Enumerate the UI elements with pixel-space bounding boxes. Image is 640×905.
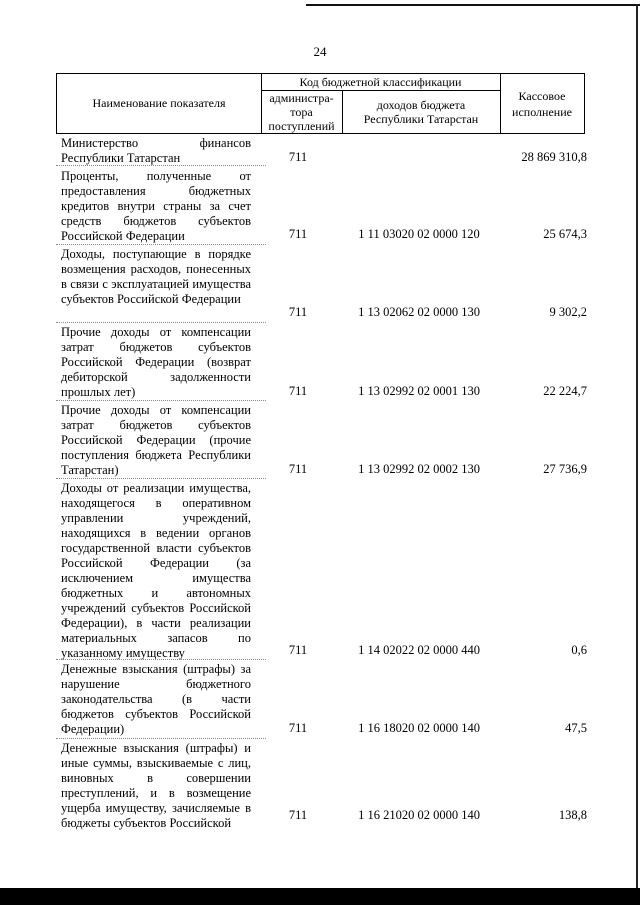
row-amount: 0,6 bbox=[571, 643, 587, 657]
row-code: 1 13 02062 02 0000 130 bbox=[358, 305, 480, 319]
header-income-code: доходов бюджета Республики Татарстан bbox=[342, 90, 501, 133]
row-admin: 711 bbox=[288, 150, 308, 164]
row-separator bbox=[56, 244, 266, 245]
row-amount: 27 736,9 bbox=[543, 462, 587, 476]
row-admin: 711 bbox=[288, 384, 308, 398]
row-code: 1 16 21020 02 0000 140 bbox=[358, 808, 480, 822]
page-number: 24 bbox=[313, 44, 327, 59]
scan-bottom-border bbox=[0, 888, 640, 905]
scan-right-border bbox=[636, 4, 638, 889]
row-admin: 711 bbox=[288, 643, 308, 657]
row-amount: 22 224,7 bbox=[543, 384, 587, 398]
row-admin: 711 bbox=[288, 462, 308, 476]
row-code: 1 13 02992 02 0001 130 bbox=[358, 384, 480, 398]
row-admin: 711 bbox=[288, 227, 308, 241]
row-amount: 138,8 bbox=[558, 808, 587, 822]
row-name: Проценты, полученные от предоставления бюджетных кредитов внутри страны за счет средств бюджетов субъектов Российской Федерации bbox=[61, 169, 251, 243]
scan-top-border bbox=[306, 4, 640, 6]
row-name: Прочие доходы от компенсации затрат бюджетов субъектов Российской Федерации (возврат дебиторской задолженности прошлых лет) bbox=[61, 325, 251, 399]
row-separator bbox=[56, 322, 266, 323]
row-name: Доходы, поступающие в порядке возмещения расходов, понесенных в связи с эксплуатацией имущества субъектов Российской Федерации bbox=[61, 247, 251, 306]
row-separator bbox=[56, 165, 266, 166]
row-code: 1 16 18020 02 0000 140 bbox=[358, 721, 480, 735]
row-separator bbox=[56, 659, 266, 660]
row-name: Прочие доходы от компенсации затрат бюджетов субъектов Российской Федерации (прочие поступления бюджета Республики Татарстан) bbox=[61, 403, 251, 477]
row-admin: 711 bbox=[288, 808, 308, 822]
row-amount: 25 674,3 bbox=[543, 227, 587, 241]
row-name: Денежные взыскания (штрафы) и иные суммы, взыскиваемые с лиц, виновных в совершении преступлений, и в возмещение ущерба имуществу, зачисляемые в бюджеты субъектов Российской bbox=[61, 741, 251, 830]
row-separator bbox=[56, 478, 266, 479]
row-separator bbox=[56, 400, 266, 401]
row-admin: 711 bbox=[288, 305, 308, 319]
row-amount: 47,5 bbox=[565, 721, 587, 735]
row-admin: 711 bbox=[288, 721, 308, 735]
row-amount: 28 869 310,8 bbox=[521, 150, 587, 164]
header-kbk-group: Код бюджетной классификации bbox=[261, 74, 501, 91]
header-execution: Кассовое исполнение bbox=[512, 88, 572, 119]
table-header bbox=[56, 73, 585, 134]
row-separator bbox=[56, 738, 266, 739]
row-name: Министерство финансов Республики Татарстан bbox=[61, 136, 251, 165]
row-code: 1 13 02992 02 0002 130 bbox=[358, 462, 480, 476]
row-amount: 9 302,2 bbox=[549, 305, 587, 319]
row-name: Денежные взыскания (штрафы) за нарушение бюджетного законодательства (в части бюджетов субъектов Российской Федерации) bbox=[61, 662, 251, 736]
row-name: Доходы от реализации имущества, находящегося в оперативном управлении учреждений, находящихся в ведении органов государственной власти субъектов Российской Федерации (за исключением имущества бюджетных и автономных учреждений субъектов Российской Федерации), в части реализации материальных запасов по указанному имуществу bbox=[61, 481, 251, 660]
row-code: 1 14 02022 02 0000 440 bbox=[358, 643, 480, 657]
header-admin: администра- тора поступлений bbox=[261, 90, 343, 133]
header-name: Наименование показателя bbox=[57, 74, 262, 133]
row-code: 1 11 03020 02 0000 120 bbox=[358, 227, 480, 241]
